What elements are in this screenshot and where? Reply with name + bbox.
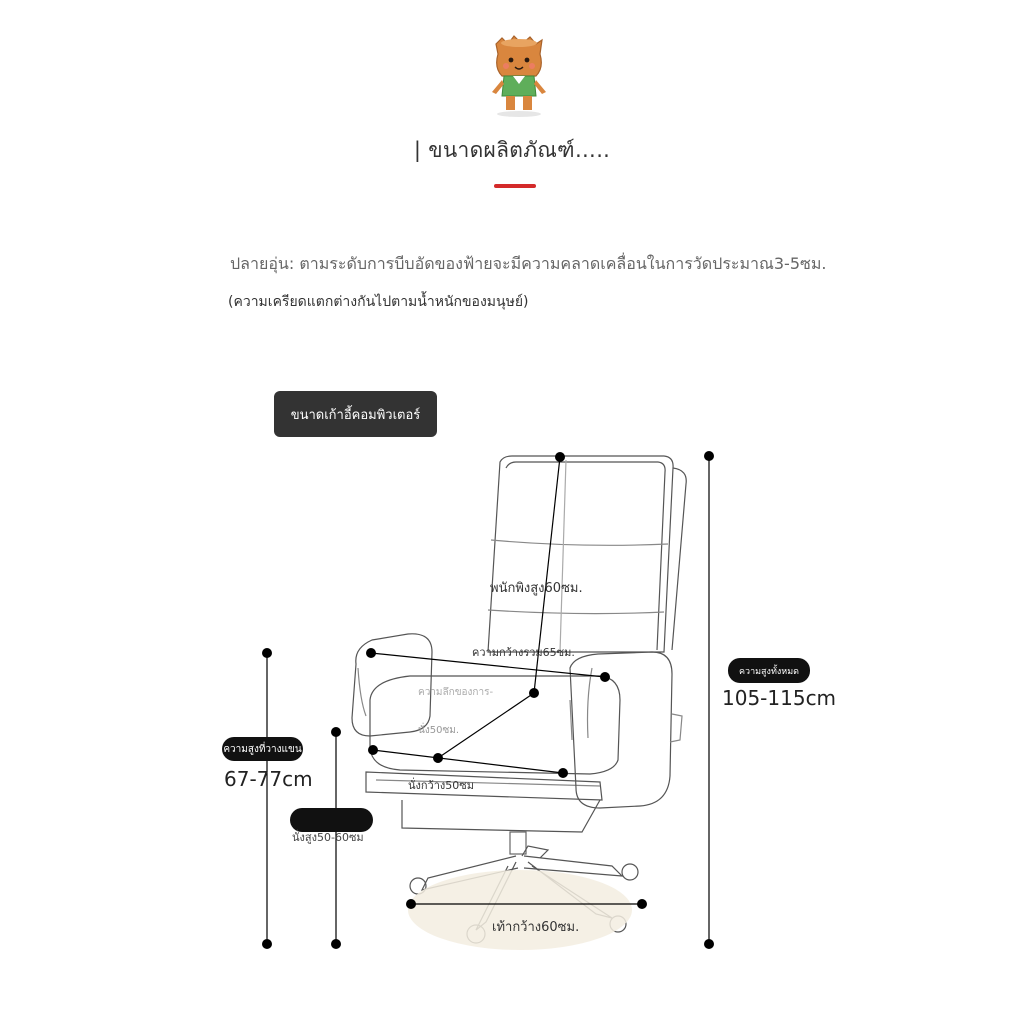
weight-note: (ความเครียดแตกต่างกันไปตามน้ำหนักของมนุษย์) xyxy=(228,294,529,310)
backrest-height-label: พนักพิงสูง60ซม. xyxy=(490,581,583,596)
total-width-label: ความกว้างรวม65ซม. xyxy=(472,646,575,659)
measurement-tip: ปลายอุ่น: ตามระดับการบีบอัดของฟ้ายจะมีความคลาดเคลื่อนในการวัดประมาณ3-5ซม. xyxy=(230,254,827,273)
base-width-label: เท้ากว้าง60ซม. xyxy=(492,920,580,935)
total-height-value: 105-115cm xyxy=(722,686,837,710)
armrest-height-label: ความสูงที่วางแขน xyxy=(222,737,303,761)
chair-size-tag: ขนาดเก้าอี้คอมพิวเตอร์ xyxy=(274,391,437,437)
depth-label: ความลึกของการ- xyxy=(418,687,494,698)
dimension-lines xyxy=(267,456,709,944)
chair-illustration xyxy=(352,456,686,943)
armrest-height-value: 67-77cm xyxy=(224,767,313,791)
section-title: | ขนาดผลิตภัณฑ์….. xyxy=(413,138,611,162)
seat-height-label: นั่งสูง50-60ซม xyxy=(292,831,364,844)
total-height-label: ความสูงทั้งหมด xyxy=(728,658,810,683)
seat-width-label: นั่งกว้าง50ซม xyxy=(408,779,474,792)
floor-shadow xyxy=(408,870,632,950)
seat-depth-label: นั่ง50ซม. xyxy=(418,725,460,736)
